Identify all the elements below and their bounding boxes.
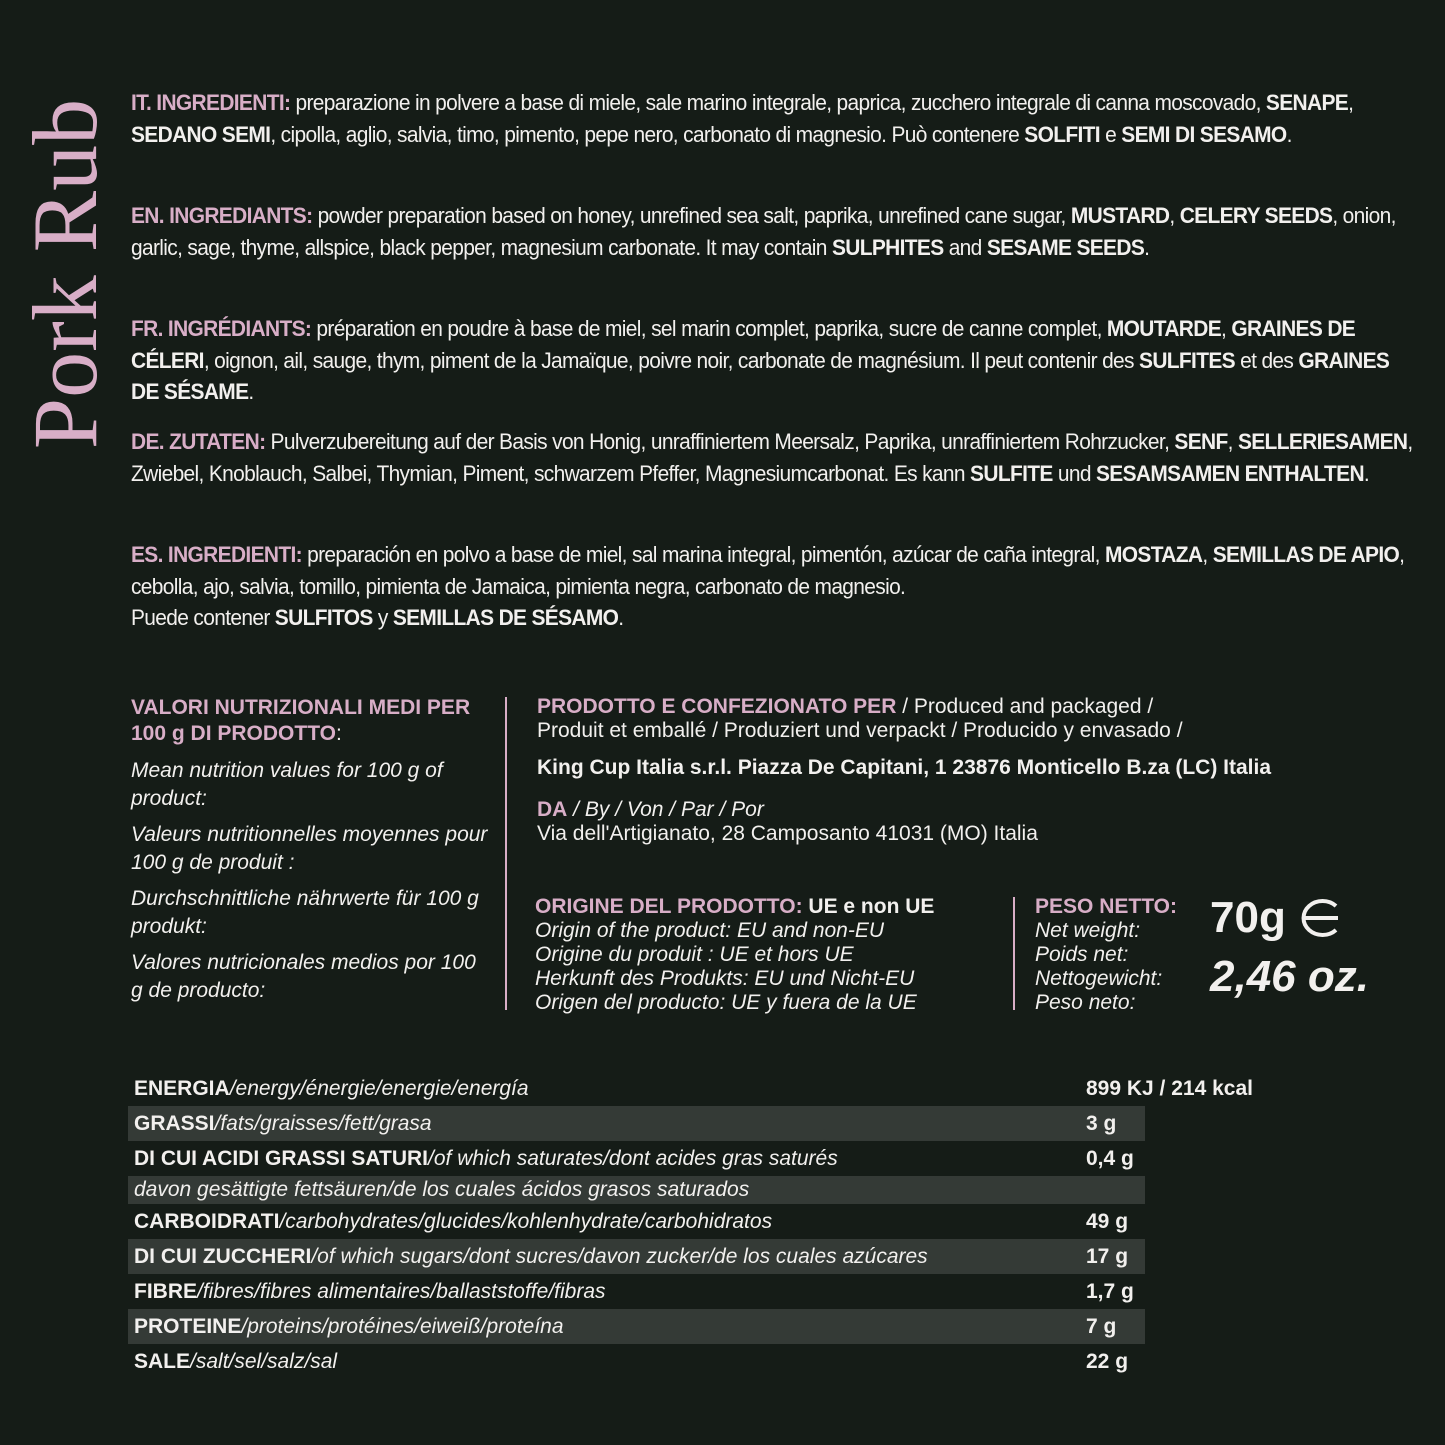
table-row-label: ENERGIA/energy/énergie/energie/energía bbox=[134, 1077, 529, 1100]
net-weight-labels bbox=[1035, 895, 1215, 1015]
estimated-sign-icon bbox=[1294, 896, 1344, 940]
table-row-value: 49 g bbox=[1086, 1210, 1129, 1233]
origin-es: Origen del producto: UE y fuera de la UE bbox=[535, 991, 917, 1014]
table-row-label: FIBRE/fibres/fibres alimentaires/ballaststoffe/fibras bbox=[134, 1280, 606, 1303]
nutrition-title-fr: Valeurs nutritionnelles moyennes pour 100 g de produit : bbox=[131, 823, 488, 874]
producer-translations: Produit et emballé / Produziert und verpackt / Producido y envasado / bbox=[537, 719, 1183, 742]
nutrition-heading-block: VALORI NUTRIZIONALI MEDI PER 100 g DI PRODOTTO: Mean nutrition values for 100 g of product: Valeurs nutritionnelles moyennes pour 100 g de produit : Durchschnittliche nährwerte für 100 g produkt: Valores nutricionales medios por 100 g de producto: bbox=[131, 695, 491, 1005]
origin-de: Herkunft des Produkts: EU und Nicht-EU bbox=[535, 967, 915, 990]
table-row bbox=[128, 1309, 1145, 1344]
origin-en: Origin of the product: EU and non-EU bbox=[535, 919, 885, 942]
net-weight-grams: 70g bbox=[1210, 893, 1286, 942]
table-row bbox=[128, 1071, 1288, 1106]
ingredients-es: ES. INGREDIENTI: preparación en polvo a base de miel, sal marina integral, pimentón, azúcar de caña integral, MOSTAZA, SEMILLAS DE APIO, cebolla, ajo, salvia, tomillo, pimienta de Jamaica, pimienta negra, carbonato de magnesio. Puede contener SULFITOS y SEMILLAS DE SÉSAMO. bbox=[131, 542, 1405, 630]
divider-vertical bbox=[505, 697, 507, 1010]
ingredients-it: IT. INGREDIENTI: preparazione in polvere a base di miele, sale marino integrale, paprica, zucchero integrale di canna moscovado, SENAPE, SEDANO SEMI, cipolla, aglio, salvia, timo, pimento, pepe nero, carbonato di magnesio. Può contenere SOLFITI e SEMI DI SESAMO. bbox=[131, 90, 1354, 147]
table-row-value: 22 g bbox=[1086, 1350, 1129, 1373]
table-row-label: DI CUI ACIDI GRASSI SATURI/of which saturates/dont acides gras saturés bbox=[134, 1147, 838, 1170]
table-row-value: 7 g bbox=[1086, 1315, 1117, 1338]
net-weight-values bbox=[1210, 893, 1430, 1002]
net-weight-de: Nettogewicht: bbox=[1035, 967, 1163, 990]
ingredients-en: EN. INGREDIANTS: powder preparation based on honey, unrefined sea salt, paprika, unrefined cane sugar, MUSTARD, CELERY SEEDS, onion, garlic, sage, thyme, allspice, black pepper, magnesium carbonate. It may contain SULPHITES and SESAME SEEDS. bbox=[131, 203, 1396, 260]
table-row bbox=[128, 1141, 1288, 1176]
producer-address: King Cup Italia s.r.l. Piazza De Capitani, 1 23876 Monticello B.za (LC) Italia bbox=[537, 756, 1272, 779]
table-row-label: PROTEINE/proteins/protéines/eiweiß/proteína bbox=[134, 1315, 564, 1338]
producer-block: PRODOTTO E CONFEZIONATO PER / Produced and packaged / Produit et emballé / Produziert und verpackt / Producido y envasado / King Cup Italia s.r.l. Piazza De Capitani, 1 23876 Monticello B.za (LC) Italia DA / By / Von / Par / Por Via dell'Artigianato, 28 Camposanto 41031 (MO) Italia bbox=[537, 695, 1417, 846]
producer-label: PRODOTTO E CONFEZIONATO PER bbox=[537, 695, 897, 718]
table-row-label: SALE/salt/sel/salz/sal bbox=[134, 1350, 338, 1373]
nutrition-title: VALORI NUTRIZIONALI MEDI PER 100 g DI PRODOTTO bbox=[131, 696, 471, 745]
net-weight-fr: Poids net: bbox=[1035, 943, 1129, 966]
table-row-label: CARBOIDRATI/carbohydrates/glucides/kohlenhydrate/carbohidratos bbox=[134, 1210, 773, 1233]
table-row-value: 899 KJ / 214 kcal bbox=[1086, 1077, 1253, 1100]
net-weight-es: Peso neto: bbox=[1035, 991, 1136, 1014]
table-row bbox=[128, 1204, 1288, 1239]
nutrition-table bbox=[128, 1071, 1288, 1379]
table-row-value: 3 g bbox=[1086, 1112, 1117, 1135]
by-label: DA bbox=[537, 798, 568, 821]
product-title-text: Pork Rub bbox=[14, 98, 116, 450]
origin-block bbox=[535, 895, 1005, 1015]
table-row-value: 17 g bbox=[1086, 1245, 1129, 1268]
table-row-label: davon gesättigte fettsäuren/de los cuales ácidos grasos saturados bbox=[134, 1178, 750, 1201]
ingredients-fr: FR. INGRÉDIANTS: préparation en poudre à base de miel, sel marin complet, paprika, sucre de canne complet, MOUTARDE, GRAINES DE CÉLERI, oignon, ail, sauge, thym, piment de la Jamaïque, poivre noir, carbonate de magnésium. Il peut contenir des SULFITES et des GRAINES DE SÉSAME. bbox=[131, 316, 1390, 404]
nutrition-title-en: Mean nutrition values for 100 g of product: bbox=[131, 759, 443, 810]
table-row-label: GRASSI/fats/graisses/fett/grasa bbox=[134, 1112, 432, 1135]
table-row bbox=[128, 1239, 1145, 1274]
product-title bbox=[15, 88, 115, 460]
table-row-value: 0,4 g bbox=[1086, 1147, 1134, 1170]
net-weight-en: Net weight: bbox=[1035, 919, 1141, 942]
table-row-value: 1,7 g bbox=[1086, 1280, 1134, 1303]
table-row bbox=[128, 1106, 1145, 1141]
origin-value: UE e non UE bbox=[802, 895, 935, 918]
table-row-label: DI CUI ZUCCHERI/of which sugars/dont sucres/davon zucker/de los cuales azúcares bbox=[134, 1245, 928, 1268]
net-weight-label: PESO NETTO: bbox=[1035, 895, 1177, 918]
by-address: Via dell'Artigianato, 28 Camposanto 41031 (MO) Italia bbox=[537, 822, 1038, 845]
divider-vertical-weight bbox=[1013, 897, 1015, 1010]
table-row bbox=[128, 1344, 1288, 1379]
nutrition-title-es: Valores nutricionales medios por 100 g de producto: bbox=[131, 951, 476, 1002]
net-weight-ounces: 2,46 oz. bbox=[1210, 952, 1369, 1001]
table-row bbox=[128, 1176, 1145, 1204]
ingredients-de: DE. ZUTATEN: Pulverzubereitung auf der Basis von Honig, unraffiniertem Meersalz, Paprika, unraffiniertem Rohrzucker, SENF, SELLERIESAMEN, Zwiebel, Knoblauch, Salbei, Thymian, Piment, schwarzem Pfeffer, Magnesiumcarbonat. Es kann SULFITE und SESAMSAMEN ENTHALTEN. bbox=[131, 429, 1413, 486]
nutrition-title-de: Durchschnittliche nährwerte für 100 g produkt: bbox=[131, 887, 479, 938]
table-row bbox=[128, 1274, 1288, 1309]
origin-label: ORIGINE DEL PRODOTTO: bbox=[535, 895, 803, 918]
origin-fr: Origine du produit : UE et hors UE bbox=[535, 943, 854, 966]
